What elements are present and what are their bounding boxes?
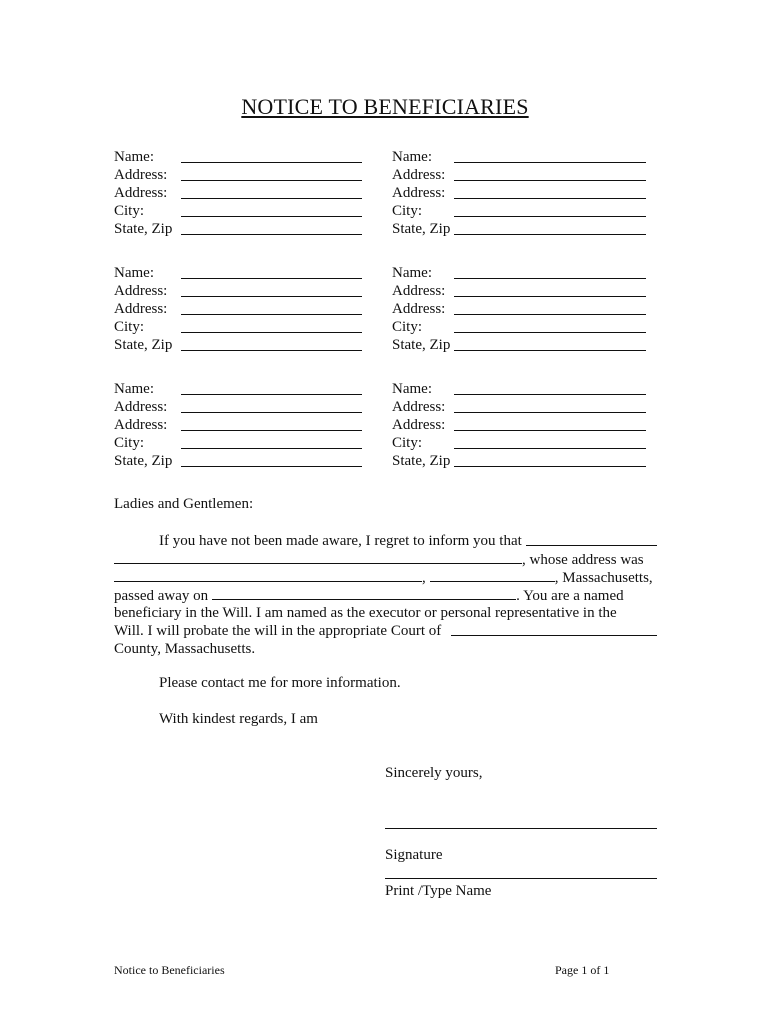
paragraph-text: . You are a named bbox=[516, 588, 624, 604]
paragraph-line bbox=[114, 550, 659, 568]
address-field[interactable] bbox=[454, 412, 646, 413]
address-field[interactable] bbox=[181, 180, 362, 181]
paragraph-line: County, Massachusetts. bbox=[114, 641, 256, 657]
city-field[interactable] bbox=[181, 332, 362, 333]
address-label: Address: bbox=[114, 167, 168, 183]
address-label: Address: bbox=[114, 399, 168, 415]
city-label: City: bbox=[114, 319, 145, 335]
page-title: NOTICE TO BENEFICIARIES bbox=[241, 94, 529, 119]
footer-title: Notice to Beneficiaries bbox=[114, 963, 225, 977]
state-zip-label: State, Zip bbox=[392, 221, 451, 237]
print-name-field[interactable] bbox=[385, 878, 657, 879]
state-zip-label: State, Zip bbox=[392, 453, 451, 469]
city-label: City: bbox=[114, 435, 145, 451]
address-field[interactable] bbox=[181, 314, 362, 315]
name-field[interactable] bbox=[181, 278, 362, 279]
name-field[interactable] bbox=[454, 278, 646, 279]
state-zip-field[interactable] bbox=[181, 234, 362, 235]
signature-label: Signature bbox=[385, 847, 443, 863]
name-label: Name: bbox=[114, 149, 154, 165]
street-address-field[interactable] bbox=[114, 568, 422, 582]
city-field[interactable] bbox=[454, 448, 646, 449]
state-zip-field[interactable] bbox=[454, 234, 646, 235]
court-county-field[interactable] bbox=[451, 622, 657, 636]
name-label: Name: bbox=[392, 149, 432, 165]
salutation: Ladies and Gentlemen: bbox=[114, 496, 254, 512]
paragraph-text: Will. I will probate the will in the appropriate Court of bbox=[114, 623, 442, 639]
address-field[interactable] bbox=[181, 296, 362, 297]
closing-line: Sincerely yours, bbox=[385, 765, 483, 781]
address-label: Address: bbox=[114, 417, 168, 433]
address-label: Address: bbox=[392, 301, 446, 317]
name-field[interactable] bbox=[181, 162, 362, 163]
print-name-label: Print /Type Name bbox=[385, 883, 492, 899]
city-label: City: bbox=[114, 203, 145, 219]
city-field[interactable] bbox=[454, 332, 646, 333]
regards-line: With kindest regards, I am bbox=[159, 711, 318, 727]
signature-field[interactable] bbox=[385, 828, 657, 829]
beneficiary-block bbox=[392, 380, 450, 470]
beneficiary-block bbox=[392, 264, 450, 354]
state-zip-label: State, Zip bbox=[114, 337, 173, 353]
state-zip-label: State, Zip bbox=[392, 337, 451, 353]
city-field[interactable] bbox=[181, 216, 362, 217]
state-zip-field[interactable] bbox=[181, 350, 362, 351]
paragraph-line bbox=[114, 532, 659, 550]
address-label: Address: bbox=[392, 417, 446, 433]
address-label: Address: bbox=[392, 399, 446, 415]
address-field[interactable] bbox=[454, 314, 646, 315]
state-zip-field[interactable] bbox=[454, 350, 646, 351]
beneficiary-block bbox=[392, 148, 450, 238]
address-field[interactable] bbox=[454, 198, 646, 199]
paragraph-line bbox=[114, 586, 659, 604]
decedent-name-field-continued[interactable] bbox=[114, 550, 522, 564]
city-field[interactable] bbox=[430, 568, 555, 582]
beneficiary-block bbox=[114, 264, 172, 354]
address-label: Address: bbox=[392, 167, 446, 183]
notice-paragraph bbox=[114, 532, 659, 658]
address-label: Address: bbox=[392, 283, 446, 299]
page-number: Page 1 of 1 bbox=[555, 963, 610, 977]
state-zip-field[interactable] bbox=[181, 466, 362, 467]
state-zip-label: State, Zip bbox=[114, 453, 173, 469]
name-label: Name: bbox=[392, 381, 432, 397]
address-label: Address: bbox=[114, 185, 168, 201]
address-field[interactable] bbox=[454, 430, 646, 431]
name-field[interactable] bbox=[454, 162, 646, 163]
address-field[interactable] bbox=[181, 412, 362, 413]
city-field[interactable] bbox=[181, 448, 362, 449]
name-label: Name: bbox=[114, 265, 154, 281]
name-label: Name: bbox=[114, 381, 154, 397]
decedent-name-field[interactable] bbox=[526, 532, 657, 546]
address-field[interactable] bbox=[454, 180, 646, 181]
address-label: Address: bbox=[392, 185, 446, 201]
address-field[interactable] bbox=[181, 430, 362, 431]
city-label: City: bbox=[392, 203, 423, 219]
address-field[interactable] bbox=[181, 198, 362, 199]
date-of-death-field[interactable] bbox=[212, 586, 516, 600]
paragraph-line: beneficiary in the Will. I am named as the executor or personal representative in the bbox=[114, 605, 617, 621]
state-zip-label: State, Zip bbox=[114, 221, 173, 237]
beneficiary-block bbox=[114, 380, 172, 470]
name-field[interactable] bbox=[454, 394, 646, 395]
address-label: Address: bbox=[114, 283, 168, 299]
beneficiary-block bbox=[114, 148, 172, 238]
city-field[interactable] bbox=[454, 216, 646, 217]
paragraph-line bbox=[114, 622, 659, 640]
paragraph-text: passed away on bbox=[114, 588, 209, 604]
paragraph-text: , Massachusetts, bbox=[554, 570, 653, 586]
address-field[interactable] bbox=[454, 296, 646, 297]
city-label: City: bbox=[392, 319, 423, 335]
paragraph-text: , bbox=[422, 570, 426, 586]
paragraph-text: If you have not been made aware, I regret to inform you that bbox=[159, 533, 522, 549]
name-label: Name: bbox=[392, 265, 432, 281]
state-zip-field[interactable] bbox=[454, 466, 646, 467]
paragraph-text: , whose address was bbox=[522, 552, 644, 568]
city-label: City: bbox=[392, 435, 423, 451]
address-label: Address: bbox=[114, 301, 168, 317]
contact-line: Please contact me for more information. bbox=[159, 675, 401, 691]
paragraph-line bbox=[114, 568, 659, 586]
name-field[interactable] bbox=[181, 394, 362, 395]
